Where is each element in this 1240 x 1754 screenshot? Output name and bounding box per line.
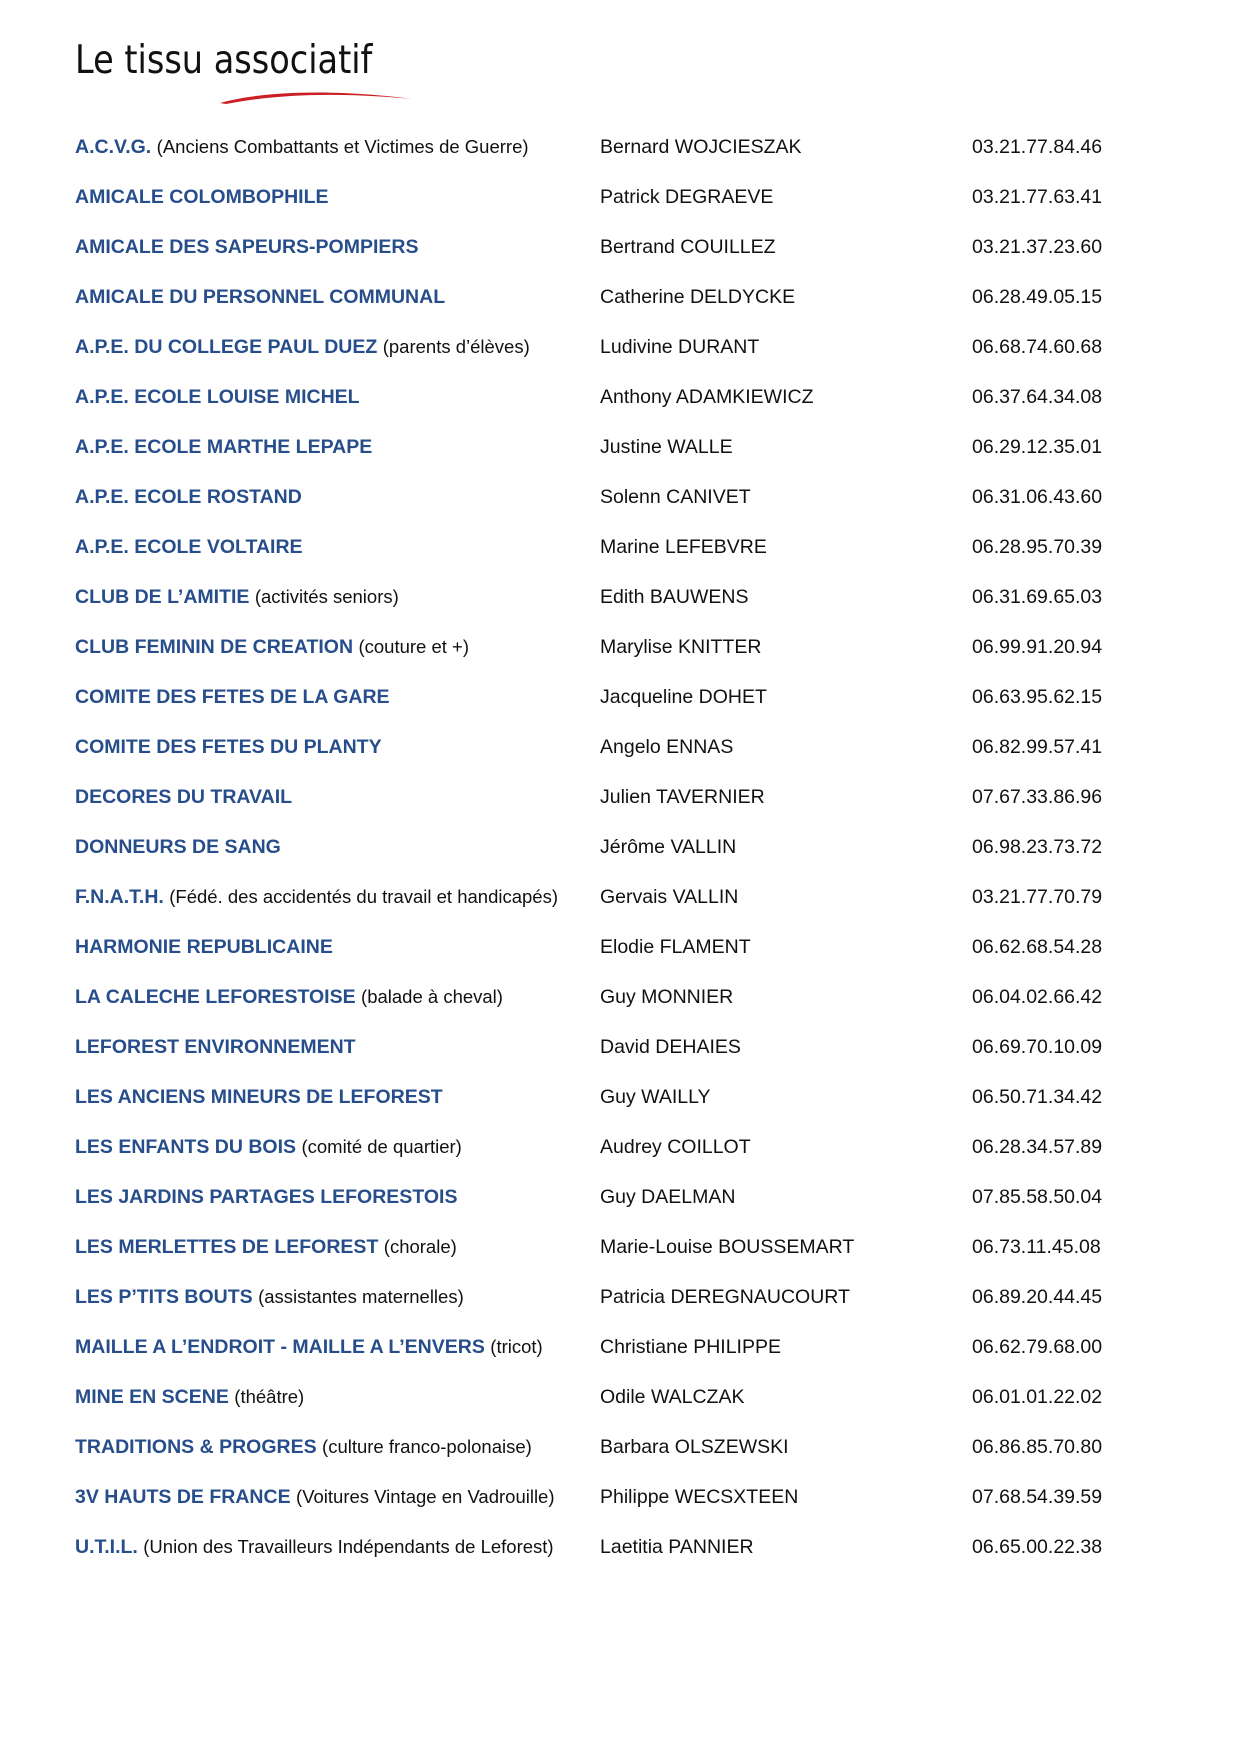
phone-number: 07.67.33.86.96 <box>972 786 1103 808</box>
phone-number: 06.28.34.57.89 <box>972 1136 1103 1158</box>
association-name: COMITE DES FETES DU PLANTY <box>75 736 382 758</box>
association-cell <box>75 185 595 209</box>
phone-number: 06.82.99.57.41 <box>972 736 1103 758</box>
association-row <box>0 172 1240 222</box>
contact-name: Marie-Louise BOUSSEMART <box>600 1236 855 1258</box>
phone-number: 06.68.74.60.68 <box>972 336 1103 358</box>
association-name: LES ENFANTS DU BOIS <box>75 1136 297 1158</box>
association-row <box>0 322 1240 372</box>
association-description: (couture et +) <box>358 636 470 657</box>
association-cell <box>75 535 595 559</box>
association-row <box>0 972 1240 1022</box>
association-cell <box>75 835 595 859</box>
association-cell <box>75 735 595 759</box>
phone-number: 06.86.85.70.80 <box>972 1436 1103 1458</box>
phone-number: 06.01.01.22.02 <box>972 1386 1103 1408</box>
phone-number: 06.99.91.20.94 <box>972 636 1103 658</box>
association-cell <box>75 435 595 459</box>
association-description: (parents d’élèves) <box>382 336 530 357</box>
association-row <box>0 1422 1240 1472</box>
contact-name: Jacqueline DOHET <box>600 686 767 708</box>
phone-number: 07.85.58.50.04 <box>972 1186 1103 1208</box>
association-name: TRADITIONS & PROGRES <box>75 1436 317 1458</box>
association-row <box>0 622 1240 672</box>
association-description: (théâtre) <box>234 1386 305 1407</box>
association-description: (Anciens Combattants et Victimes de Guerre) <box>156 136 529 157</box>
association-row <box>0 1122 1240 1172</box>
association-description: (activités seniors) <box>254 586 399 607</box>
association-name: LEFOREST ENVIRONNEMENT <box>75 1036 356 1058</box>
association-cell <box>75 885 595 909</box>
association-name: A.P.E. DU COLLEGE PAUL DUEZ <box>75 336 378 358</box>
swoosh-shape <box>220 92 412 104</box>
association-row <box>0 1072 1240 1122</box>
association-row <box>0 422 1240 472</box>
association-cell <box>75 1385 595 1409</box>
phone-number: 03.21.77.70.79 <box>972 886 1103 908</box>
association-name: LES ANCIENS MINEURS DE LEFOREST <box>75 1086 443 1108</box>
association-cell <box>75 285 595 309</box>
association-cell <box>75 385 595 409</box>
association-cell <box>75 935 595 959</box>
contact-name: Guy DAELMAN <box>600 1186 736 1208</box>
contact-name: Julien TAVERNIER <box>600 786 765 808</box>
association-row <box>0 872 1240 922</box>
association-name: AMICALE DU PERSONNEL COMMUNAL <box>75 286 446 308</box>
association-name: CLUB FEMININ DE CREATION <box>75 636 354 658</box>
phone-number: 06.28.95.70.39 <box>972 536 1103 558</box>
phone-number: 06.50.71.34.42 <box>972 1086 1103 1108</box>
association-row <box>0 222 1240 272</box>
association-cell <box>75 485 595 509</box>
association-cell <box>75 1285 595 1309</box>
contact-name: Marylise KNITTER <box>600 636 762 658</box>
contact-name: Solenn CANIVET <box>600 486 751 508</box>
association-name: AMICALE COLOMBOPHILE <box>75 186 329 208</box>
phone-number: 06.89.20.44.45 <box>972 1286 1103 1308</box>
phone-number: 06.28.49.05.15 <box>972 286 1103 308</box>
contact-name: Ludivine DURANT <box>600 336 760 358</box>
association-row <box>0 672 1240 722</box>
contact-name: Odile WALCZAK <box>600 1386 745 1408</box>
contact-name: Patrick DEGRAEVE <box>600 186 774 208</box>
phone-number: 03.21.77.63.41 <box>972 186 1103 208</box>
association-cell <box>75 685 595 709</box>
contact-name: Laetitia PANNIER <box>600 1536 754 1558</box>
page-title: Le tissu associatif <box>75 38 373 83</box>
association-cell <box>75 1535 595 1559</box>
association-row <box>0 1472 1240 1522</box>
association-row <box>0 922 1240 972</box>
contact-name: David DEHAIES <box>600 1036 741 1058</box>
phone-number: 03.21.77.84.46 <box>972 136 1103 158</box>
contact-name: Elodie FLAMENT <box>600 936 751 958</box>
association-description: (culture franco-polonaise) <box>322 1436 532 1457</box>
phone-number: 06.69.70.10.09 <box>972 1036 1103 1058</box>
association-cell <box>75 1235 595 1259</box>
association-description: (chorale) <box>383 1236 457 1257</box>
association-name: CLUB DE L’AMITIE <box>75 586 250 608</box>
association-row <box>0 1372 1240 1422</box>
association-name: AMICALE DES SAPEURS-POMPIERS <box>75 236 419 258</box>
phone-number: 06.98.23.73.72 <box>972 836 1103 858</box>
association-name: LES MERLETTES DE LEFOREST <box>75 1236 379 1258</box>
association-description: (balade à cheval) <box>361 986 503 1007</box>
association-cell <box>75 1035 595 1059</box>
association-cell <box>75 1185 595 1209</box>
association-row <box>0 122 1240 172</box>
association-name: LES JARDINS PARTAGES LEFORESTOIS <box>75 1186 458 1208</box>
contact-name: Barbara OLSZEWSKI <box>600 1436 789 1458</box>
phone-number: 07.68.54.39.59 <box>972 1486 1103 1508</box>
association-row <box>0 1522 1240 1572</box>
contact-name: Jérôme VALLIN <box>600 836 737 858</box>
association-cell <box>75 235 595 259</box>
association-row <box>0 372 1240 422</box>
association-name: MAILLE A L’ENDROIT - MAILLE A L’ENVERS <box>75 1336 485 1358</box>
association-name: DONNEURS DE SANG <box>75 836 281 858</box>
association-description: (Union des Travailleurs Indépendants de Leforest) <box>143 1536 554 1557</box>
contact-name: Marine LEFEBVRE <box>600 536 767 558</box>
association-description: (tricot) <box>490 1336 543 1357</box>
contact-name: Bertrand COUILLEZ <box>600 236 776 258</box>
association-cell <box>75 1435 595 1459</box>
association-name: F.N.A.T.H. <box>75 886 164 908</box>
contact-name: Philippe WECSXTEEN <box>600 1486 799 1508</box>
association-name: LA CALECHE LEFORESTOISE <box>75 986 356 1008</box>
association-row <box>0 1322 1240 1372</box>
association-name: LES P’TITS BOUTS <box>75 1286 253 1308</box>
association-cell <box>75 585 595 609</box>
association-cell <box>75 1335 595 1359</box>
contact-name: Catherine DELDYCKE <box>600 286 796 308</box>
association-row <box>0 522 1240 572</box>
association-name: MINE EN SCENE <box>75 1386 229 1408</box>
contact-name: Edith BAUWENS <box>600 586 749 608</box>
contact-name: Justine WALLE <box>600 436 733 458</box>
phone-number: 06.37.64.34.08 <box>972 386 1103 408</box>
association-name: DECORES DU TRAVAIL <box>75 786 293 808</box>
phone-number: 06.04.02.66.42 <box>972 986 1103 1008</box>
association-name: A.P.E. ECOLE VOLTAIRE <box>75 536 303 558</box>
contact-name: Angelo ENNAS <box>600 736 734 758</box>
association-name: A.P.E. ECOLE MARTHE LEPAPE <box>75 436 373 458</box>
association-name: A.P.E. ECOLE LOUISE MICHEL <box>75 386 360 408</box>
association-name: A.C.V.G. <box>75 136 152 158</box>
association-cell <box>75 635 595 659</box>
phone-number: 06.62.68.54.28 <box>972 936 1103 958</box>
association-row <box>0 272 1240 322</box>
association-description: (comité de quartier) <box>301 1136 462 1157</box>
association-cell <box>75 1135 595 1159</box>
association-row <box>0 1172 1240 1222</box>
phone-number: 06.63.95.62.15 <box>972 686 1103 708</box>
association-description: (Voitures Vintage en Vadrouille) <box>296 1486 555 1507</box>
red-swoosh-decoration <box>218 86 414 108</box>
phone-number: 06.73.11.45.08 <box>972 1236 1101 1258</box>
phone-number: 06.29.12.35.01 <box>972 436 1103 458</box>
association-row <box>0 822 1240 872</box>
association-row <box>0 1272 1240 1322</box>
association-name: U.T.I.L. <box>75 1536 138 1558</box>
contact-name: Gervais VALLIN <box>600 886 739 908</box>
association-row <box>0 472 1240 522</box>
contact-name: Guy WAILLY <box>600 1086 711 1108</box>
phone-number: 06.31.69.65.03 <box>972 586 1103 608</box>
association-name: A.P.E. ECOLE ROSTAND <box>75 486 302 508</box>
phone-number: 06.31.06.43.60 <box>972 486 1103 508</box>
contact-name: Bernard WOJCIESZAK <box>600 136 802 158</box>
association-row <box>0 1022 1240 1072</box>
association-name: COMITE DES FETES DE LA GARE <box>75 686 390 708</box>
phone-number: 06.62.79.68.00 <box>972 1336 1103 1358</box>
association-row <box>0 572 1240 622</box>
association-row <box>0 772 1240 822</box>
association-cell <box>75 135 595 159</box>
association-cell <box>75 1085 595 1109</box>
association-description: (Fédé. des accidentés du travail et handicapés) <box>169 886 558 907</box>
contact-name: Audrey COILLOT <box>600 1136 751 1158</box>
contact-name: Patricia DEREGNAUCOURT <box>600 1286 850 1308</box>
contact-name: Christiane PHILIPPE <box>600 1336 781 1358</box>
association-cell <box>75 335 595 359</box>
phone-number: 03.21.37.23.60 <box>972 236 1103 258</box>
association-row <box>0 722 1240 772</box>
association-name: 3V HAUTS DE FRANCE <box>75 1486 291 1508</box>
association-name: HARMONIE REPUBLICAINE <box>75 936 333 958</box>
association-list <box>0 122 1240 1572</box>
contact-name: Guy MONNIER <box>600 986 734 1008</box>
contact-name: Anthony ADAMKIEWICZ <box>600 386 814 408</box>
association-cell <box>75 985 595 1009</box>
phone-number: 06.65.00.22.38 <box>972 1536 1103 1558</box>
association-cell <box>75 1485 595 1509</box>
association-row <box>0 1222 1240 1272</box>
association-cell <box>75 785 595 809</box>
association-description: (assistantes maternelles) <box>258 1286 464 1307</box>
